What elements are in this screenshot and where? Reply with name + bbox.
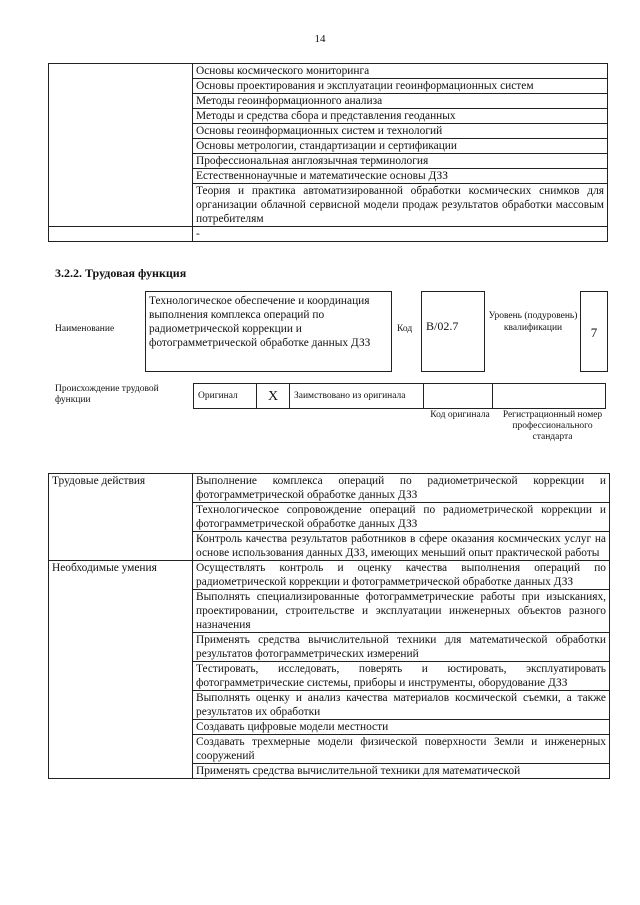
origin-table <box>193 383 606 409</box>
knowledge-row: Основы космического мониторинга <box>193 64 608 79</box>
level-label: Уровень (подуровень) квалификации <box>488 311 578 333</box>
reg-number-cell <box>493 384 606 409</box>
function-details-table <box>48 473 610 779</box>
qualification-level: 7 <box>580 291 608 372</box>
page-number: 14 <box>314 33 326 45</box>
knowledge-row: Естественнонаучные и математические основы ДЗЗ <box>193 169 608 184</box>
labor-action-row: Выполнение комплекса операций по радиометрической коррекции и фотограмметрической обработке данных ДЗЗ <box>193 474 610 503</box>
skill-row: Применять средства вычислительной техники для математической обработки результатов фотограмметрических измерений <box>193 633 610 662</box>
knowledge-row: Теория и практика автоматизированной обработки космических снимков для организации облачной сервисной модели продаж результатов обработки массовым потребителям <box>193 184 608 227</box>
origin-code-label: Код оригинала <box>430 410 490 420</box>
knowledge-label-cell <box>49 64 193 227</box>
knowledge-row: Основы проектирования и эксплуатации геоинформационных систем <box>193 79 608 94</box>
original-label: Оригинал <box>194 384 257 409</box>
origin-code-cell <box>424 384 493 409</box>
section-title: 3.2.2. Трудовая функция <box>55 266 187 280</box>
knowledge-row: Методы геоинформационного анализа <box>193 94 608 109</box>
labor-action-row: Технологическое сопровождение операций по радиометрической коррекции и фотограмметрической обработке данных ДЗЗ <box>193 503 610 532</box>
other-char-value: - <box>193 227 608 242</box>
skill-row: Создавать трехмерные модели физической поверхности Земли и инженерных сооружений <box>193 735 610 764</box>
original-mark: X <box>257 384 290 409</box>
knowledge-row: Методы и средства сбора и представления геоданных <box>193 109 608 124</box>
knowledge-row: Профессиональная англоязычная терминология <box>193 154 608 169</box>
skill-row: Выполнять оценку и анализ качества материалов космической съемки, а также результатов их обработки <box>193 691 610 720</box>
name-label: Наименование <box>55 324 115 334</box>
knowledge-table <box>48 63 608 242</box>
skill-row: Выполнять специализированные фотограмметрические работы при изысканиях, проектировании, строительстве и эксплуатации инженерных объектов разного назначения <box>193 590 610 633</box>
function-code: B/02.7 <box>421 291 485 372</box>
origin-label: Происхождение трудовой функции <box>55 384 159 405</box>
labor-actions-label: Трудовые действия <box>49 474 193 561</box>
other-char-label-cell <box>49 227 193 242</box>
function-name: Технологическое обеспечение и координация выполнения комплекса операций по радиометрической коррекции и фотограмметрической обработке данных ДЗЗ <box>145 291 392 372</box>
reg-number-label: Регистрационный номер профессионального стандарта <box>502 410 603 442</box>
borrowed-label: Заимствовано из оригинала <box>290 384 424 409</box>
skills-label: Необходимые умения <box>49 561 193 779</box>
skill-row: Тестировать, исследовать, поверять и юстировать, эксплуатировать фотограмметрические системы, приборы и инструменты, оборудование ДЗЗ <box>193 662 610 691</box>
code-label: Код <box>397 324 413 334</box>
skill-row: Применять средства вычислительной техники для математической <box>193 764 610 779</box>
labor-action-row: Контроль качества результатов работников в сфере оказания космических услуг на основе использования данных ДЗЗ, имеющих меньший опыт практической работы <box>193 532 610 561</box>
skill-row: Осуществлять контроль и оценку качества выполнения операций по радиометрической коррекции и фотограмметрической обработке данных ДЗЗ <box>193 561 610 590</box>
knowledge-row: Основы метрологии, стандартизации и сертификации <box>193 139 608 154</box>
skill-row: Создавать цифровые модели местности <box>193 720 610 735</box>
knowledge-row: Основы геоинформационных систем и технологий <box>193 124 608 139</box>
